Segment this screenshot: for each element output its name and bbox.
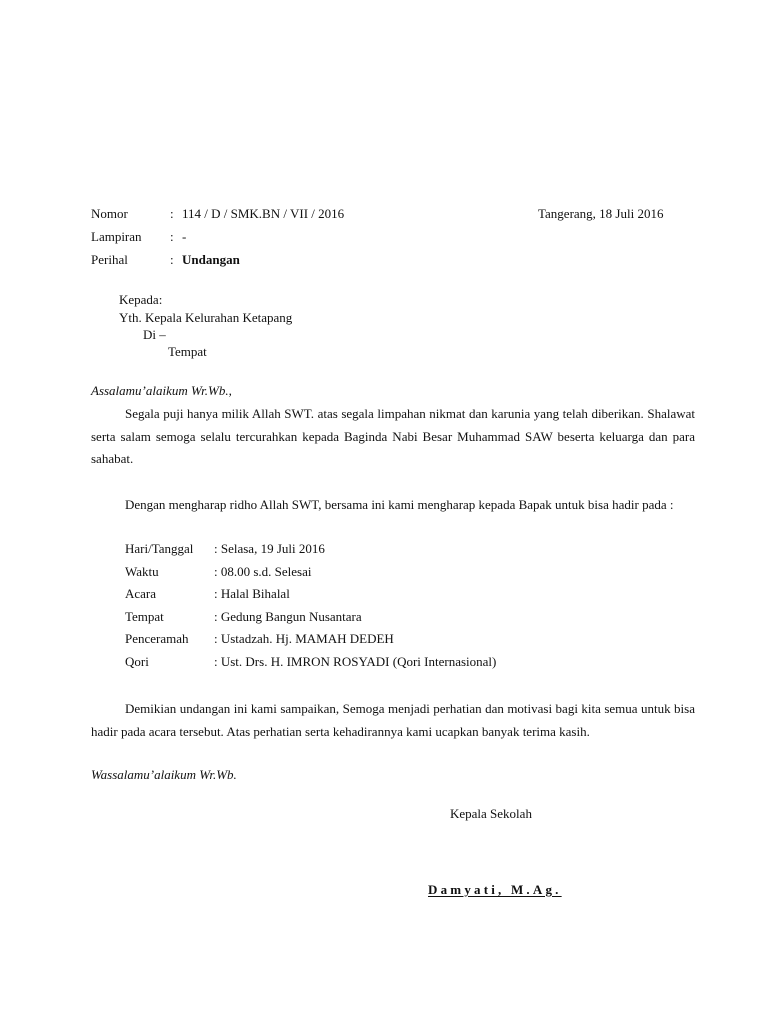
detail-value: : 08.00 s.d. Selesai xyxy=(214,564,312,579)
perihal-colon: : xyxy=(170,252,174,267)
paragraph-2: Dengan mengharap ridho Allah SWT, bersama ini kami mengharap kepada Bapak untuk bisa hadir pada : xyxy=(125,497,674,512)
detail-value: : Selasa, 19 Juli 2016 xyxy=(214,541,325,556)
detail-value: : Halal Bihalal xyxy=(214,586,290,601)
detail-label: Penceramah xyxy=(125,631,189,646)
nomor-colon: : xyxy=(170,206,174,221)
nomor-value: 114 / D / SMK.BN / VII / 2016 xyxy=(182,206,345,221)
recipient-kepada: Kepada: xyxy=(119,292,163,307)
detail-label: Acara xyxy=(125,586,157,601)
nomor-label: Nomor xyxy=(91,206,128,221)
place-date: Tangerang, 18 Juli 2016 xyxy=(538,206,664,221)
signature-title: Kepala Sekolah xyxy=(450,806,532,821)
detail-value: : Gedung Bangun Nusantara xyxy=(214,609,362,624)
paragraph-3: Demikian undangan ini kami sampaikan, Semoga menjadi perhatian dan motivasi bagi kita semua untuk bisa hadir pada acara tersebut. Atas perhatian serta kehadirannya kami ucapkan banyak terima kasih. xyxy=(91,701,695,739)
detail-label: Tempat xyxy=(125,609,164,624)
salam-open: Assalamu’alaikum Wr.Wb., xyxy=(91,383,232,398)
detail-value: : Ust. Drs. H. IMRON ROSYADI (Qori Internasional) xyxy=(214,654,497,669)
lampiran-value: - xyxy=(182,229,187,244)
recipient-di: Di – xyxy=(143,327,166,342)
recipient-yth: Yth. Kepala Kelurahan Ketapang xyxy=(119,310,293,325)
detail-label: Qori xyxy=(125,654,149,669)
perihal-value: Undangan xyxy=(182,252,240,267)
perihal-label: Perihal xyxy=(91,252,128,267)
recipient-tempat: Tempat xyxy=(168,344,207,359)
detail-label: Hari/Tanggal xyxy=(125,541,194,556)
lampiran-colon: : xyxy=(170,229,174,244)
detail-value: : Ustadzah. Hj. MAMAH DEDEH xyxy=(214,631,394,646)
lampiran-label: Lampiran xyxy=(91,229,142,244)
paragraph-1: Segala puji hanya milik Allah SWT. atas segala limpahan nikmat dan karunia yang telah diberikan. Shalawat serta salam semoga selalu tercurahkan kepada Baginda Nabi Besar Muhammad SAW beserta keluarga dan para sahabat. xyxy=(91,406,695,466)
detail-label: Waktu xyxy=(125,564,159,579)
salam-close: Wassalamu’alaikum Wr.Wb. xyxy=(91,767,237,782)
signature-name: Damyati, M.Ag. xyxy=(428,882,562,897)
